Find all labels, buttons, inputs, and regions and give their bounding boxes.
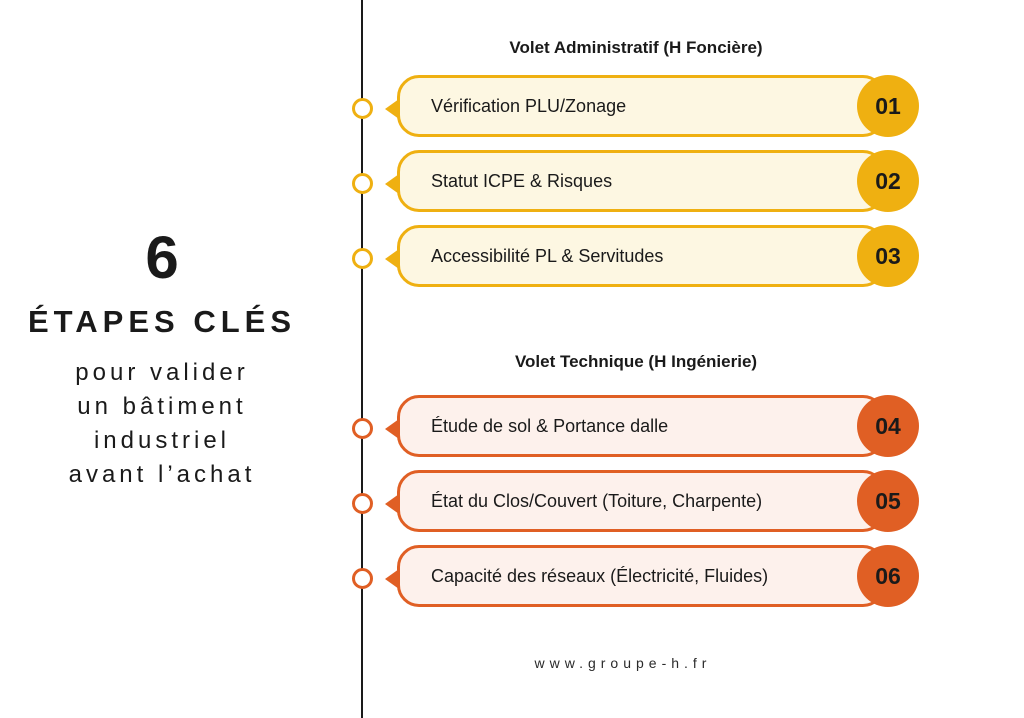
step-02 <box>352 150 922 218</box>
timeline-dot <box>352 568 373 589</box>
step-01 <box>352 75 922 143</box>
step-number-badge: 05 <box>857 470 919 532</box>
step-03 <box>352 225 922 293</box>
step-number-badge: 01 <box>857 75 919 137</box>
step-number-badge: 03 <box>857 225 919 287</box>
step-card <box>397 470 885 532</box>
step-05 <box>352 470 922 538</box>
footer-website: www.groupe-h.fr <box>534 655 712 671</box>
timeline-dot <box>352 418 373 439</box>
step-label: Statut ICPE & Risques <box>431 171 613 191</box>
step-card <box>397 545 885 607</box>
timeline-dot <box>352 493 373 514</box>
subtitle-line: un bâtiment <box>77 393 247 420</box>
subtitle-line: industriel <box>93 427 231 454</box>
step-card <box>397 395 885 457</box>
subtitle-line: avant l’achat <box>68 461 256 488</box>
intro-subtitle <box>0 356 324 492</box>
step-card <box>397 150 885 212</box>
step-label: Accessibilité PL & Servitudes <box>431 246 664 266</box>
step-label: État du Clos/Couvert (Toiture, Charpente) <box>431 491 763 511</box>
step-card <box>397 75 885 137</box>
section-title-technique: Volet Technique (H Ingénierie) <box>514 352 758 371</box>
section-title-administratif: Volet Administratif (H Foncière) <box>509 38 763 57</box>
step-number-badge: 06 <box>857 545 919 607</box>
step-number-badge: 02 <box>857 150 919 212</box>
step-card <box>397 225 885 287</box>
steps-count: 6 <box>145 224 179 291</box>
step-label: Étude de sol & Portance dalle <box>431 416 669 436</box>
intro-heading: ÉTAPES CLÉS <box>27 304 297 339</box>
intro-panel <box>0 0 324 718</box>
step-label: Vérification PLU/Zonage <box>431 96 627 116</box>
timeline-dot <box>352 98 373 119</box>
step-label: Capacité des réseaux (Électricité, Fluides) <box>431 566 769 586</box>
timeline-dot <box>352 173 373 194</box>
timeline-dot <box>352 248 373 269</box>
step-number-badge: 04 <box>857 395 919 457</box>
step-04 <box>352 395 922 463</box>
subtitle-line: pour valider <box>75 359 249 386</box>
step-06 <box>352 545 922 613</box>
